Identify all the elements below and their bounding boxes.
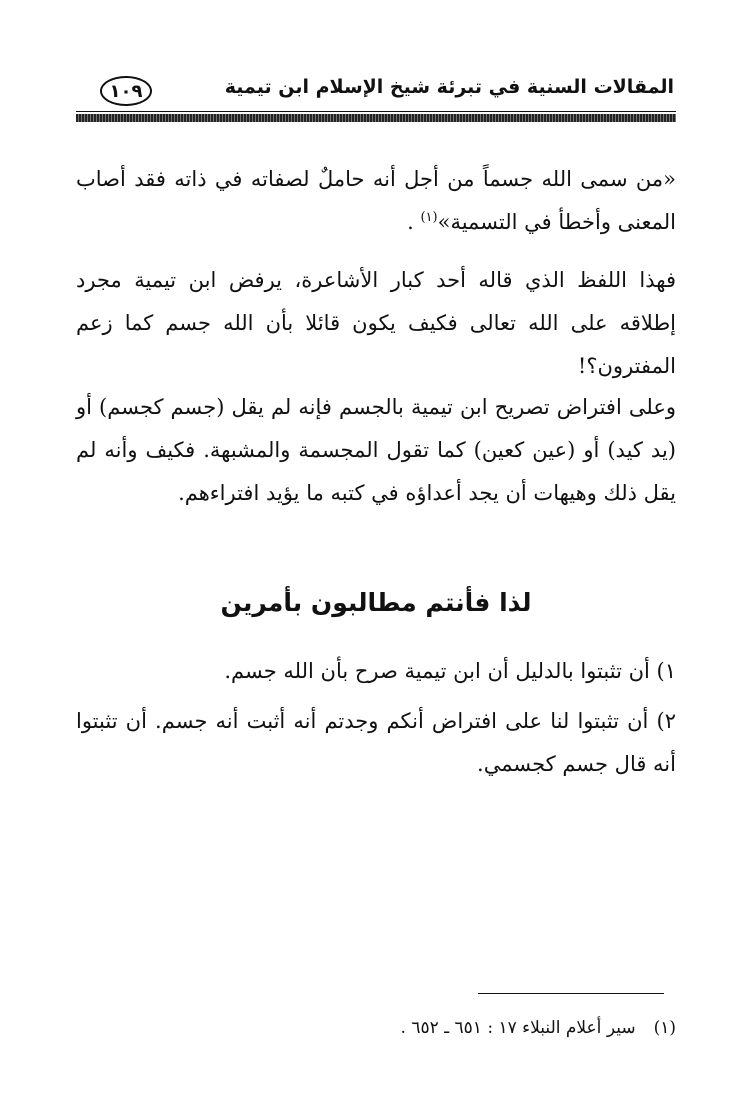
paragraph-3: وعلى افتراض تصريح ابن تيمية بالجسم فإنه لم يقل (جسم كجسم) أو (يد كيد) أو (عين كعين) كما تقول المجسمة والمشبهة. فكيف وأنه لم يقل ذلك وهيهات أن يجد أعداؤه في كتبه ما يؤيد افتراءهم. [76,395,676,505]
section-heading: لذا فأنتم مطالبون بأمرين [220,588,532,617]
header-divider-thin [76,111,676,112]
quote-text: «من سمى الله جسماً من أجل أنه حاملٌ لصفاته في ذاته فقد أصاب المعنى وأخطأ في التسمية» [76,167,676,234]
quote-paragraph [76,158,676,244]
header-divider [76,114,676,122]
footnote-ref[interactable]: (١) [420,210,438,225]
running-header [78,72,674,114]
paragraph-2: فهذا اللفظ الذي قاله أحد كبار الأشاعرة، يرفض ابن تيمية مجرد إطلاقه على الله تعالى فكيف يكون قائلا بأن الله جسم كما زعم المفترون؟! [76,268,676,378]
list-item-1: ١) أن تثبتوا بالدليل أن ابن تيمية صرح بأن الله جسم. [224,659,676,683]
footnote-text: سير أعلام النبلاء ١٧ : ٦٥١ ـ ٦٥٢ . [400,1018,636,1038]
quote-end: . [407,210,414,234]
footnote-divider [478,993,664,994]
list-item-2: ٢) أن تثبتوا لنا على افتراض أنكم وجدتم أنه أثبت أنه جسم. أن تثبتوا أنه قال جسم كجسمي. [76,709,676,776]
footnote [76,1018,676,1038]
page-number: ١٠٩ [100,76,152,106]
book-title: المقالات السنية في تبرئة شيخ الإسلام ابن تيمية [224,76,674,98]
footnote-number: (١) [653,1018,676,1038]
